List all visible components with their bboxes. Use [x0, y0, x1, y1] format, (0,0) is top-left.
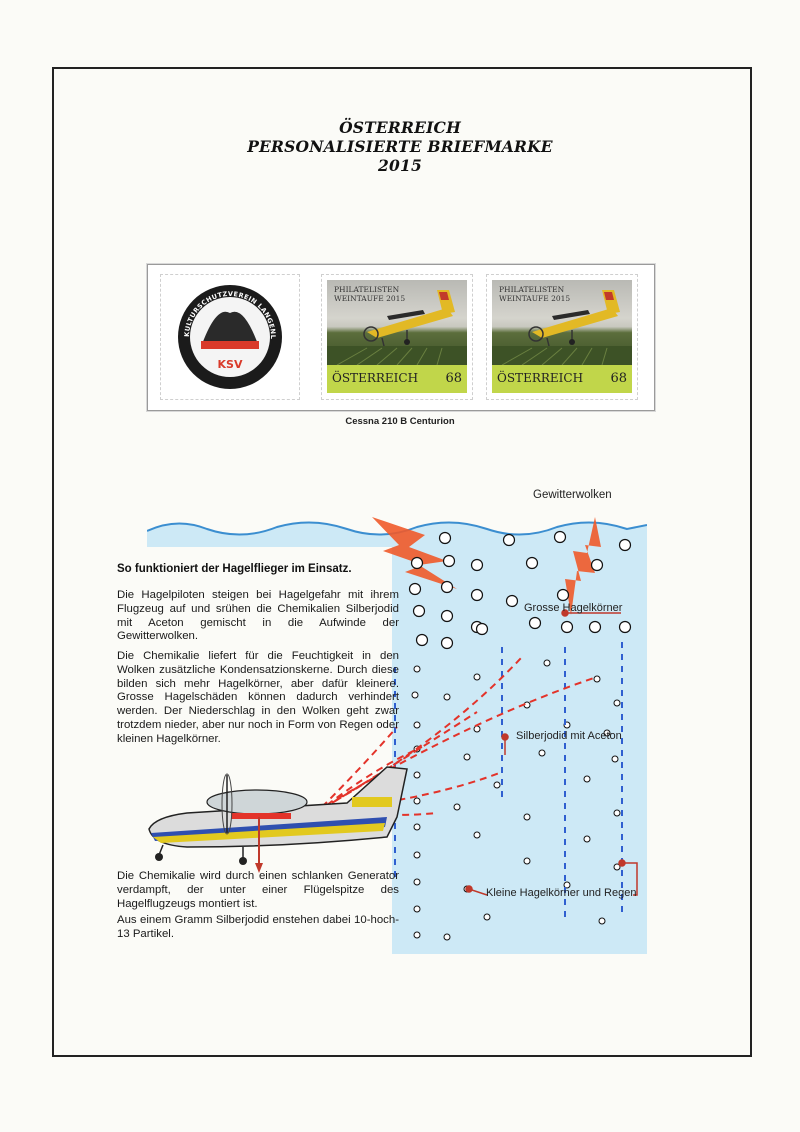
stamp-value: 68 [610, 371, 627, 386]
stamp-caption-line1: PHILATELISTEN [499, 285, 565, 294]
diagram-title: So funktioniert der Hagelflieger im Einsatz. [117, 563, 352, 575]
heading-year: 2015 [378, 156, 422, 175]
label-large-hail: Grosse Hagelkörner [524, 602, 623, 614]
label-silver-iodide: Silberjodid mit Aceton [516, 730, 622, 742]
stamp-value: 68 [445, 371, 462, 386]
stamp-country: ÖSTERREICH [497, 371, 584, 385]
logo-tab [160, 274, 300, 400]
page-heading [0, 118, 800, 175]
stamp-1 [321, 274, 473, 400]
heading-country: ÖSTERREICH [339, 118, 461, 137]
stamp-caption-text [499, 285, 570, 303]
paragraph-2: Die Chemikalie liefert für die Feuchtigkeit in den Wolken zusätzliche Kondensatzionskerne. Durch diese bilden sich mehr Hagelkörner, aber dafür kleinere. Grosse Hagelschäden können dadurch verhindert werden. Der Niederschlag in den Wolken geht zwar trotzdem nieder, aber nur noch in Form von Regen oder kleinen Hagelkörner. [117, 650, 399, 745]
cloud-label: Gewitterwolken [533, 489, 612, 501]
stamp-caption-line2: WEINTAUFE 2015 [499, 294, 571, 303]
stamp-strip [147, 264, 655, 411]
aircraft-caption: Cessna 210 B Centurion [345, 416, 455, 427]
stamp-caption-text [334, 285, 405, 303]
paragraph-4: Aus einem Gramm Silberjodid enstehen dabei 10-hoch-13 Partikel. [117, 914, 399, 940]
ksv-logo [161, 275, 299, 399]
stamp-2 [486, 274, 638, 400]
stamp-caption-line1: PHILATELISTEN [334, 285, 400, 294]
label-small-hail: Kleine Hagelkörner und Regen [486, 887, 637, 899]
logo-ring-text: KULTURSCHUTZVEREIN LANGENL [182, 289, 278, 340]
paragraph-1: Die Hagelpiloten steigen bei Hagelgefahr mit ihrem Flugzeug auf und srühen die Chemikalien Silberjodid mit Aceton gemischt in die Aufwinde der Gewitterwolken. [117, 589, 399, 643]
logo-acronym: KSV [217, 358, 243, 371]
stamp-country: ÖSTERREICH [332, 371, 419, 385]
heading-subtitle: PERSONALISIERTE BRIEFMARKE [247, 137, 553, 156]
paragraph-3: Die Chemikalie wird durch einen schlanken Generator verdampft, der unter einer Flügelspitze des Hagelflugzeugs montiert ist. [117, 870, 399, 910]
stamp-caption-line2: WEINTAUFE 2015 [334, 294, 406, 303]
